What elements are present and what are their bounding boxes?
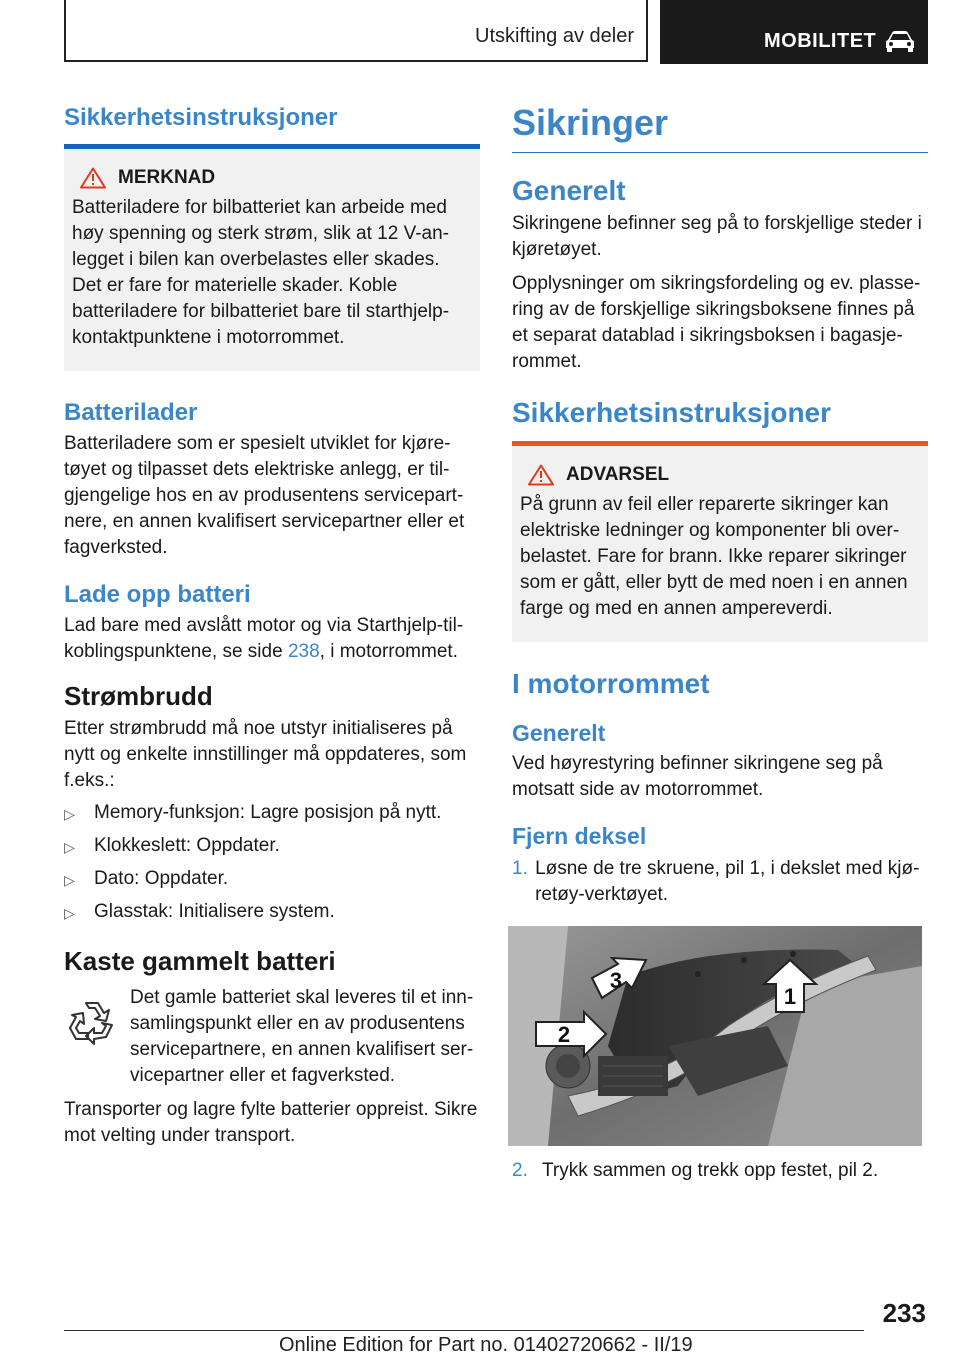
charger-text: Batteriladere som er spesielt utviklet for kjøretøyet og tilpasset dets elektriske anlegg, er tilgjengelige hos en av produsentens servicepartnere, en annen kvalifisert servicepartner eller et fagverksted. [64,433,465,558]
title-rule [512,152,928,153]
arrow-label-3: 3 [609,968,623,993]
list-item [64,899,480,926]
warning-triangle-icon [528,464,554,486]
fuse-safety-heading: Sikkerhetsinstruksjoner [512,397,832,428]
outage-list [64,800,480,926]
left-column [64,100,480,1149]
dispose-heading: Kaste gammelt batteri [64,946,336,976]
fuses-title: Sikringer [512,102,669,143]
header-chapter-box [660,0,928,64]
step-text: Løsne de tre skruene, pil 1, i dekslet med kjøretøy-verktøyet. [535,858,920,905]
notice-text: Batteriladere for bilbatteriet kan arbeide med høy spenning og sterk strøm, slik at 12 V-anlegget i bilen kan overbelastes eller skades. Det er fare for materielle skader. Koble batteriladere for bilbatteriet bare til starthjelp-kontaktpunktene i motorrommet. [72,197,450,348]
general-text-2: Opplysninger om sikringsfordeling og ev. plassering av de forskjellige sikringsboksene finnes på et separat datablad i sikringsboksen i bagasjerommet. [512,273,921,372]
battery-safety-heading: Sikkerhetsinstruksjoner [64,104,338,131]
arrow-label-2: 2 [557,1022,571,1047]
footer-rule [64,1330,864,1331]
right-column [512,100,928,1184]
step-item [512,1158,928,1184]
charge-text-before: Lad bare med avslått motor og via Starthjelp-tilkoblingspunktene, se side [64,615,464,662]
charge-heading: Lade opp batteri [64,581,251,608]
page-header [64,0,928,64]
dispose-block [64,985,480,1089]
header-chapter-title: MOBILITET [764,30,877,52]
header-section-box [64,0,648,62]
recycle-icon [64,995,120,1051]
charger-heading: Batterilader [64,399,198,426]
step-text: Trykk sammen og trekk opp festet, pil 2. [542,1160,879,1181]
charge-text [64,613,480,665]
list-item-text: Memory-funksjon: Lagre posisjon på nytt. [94,802,442,823]
step-number: 2. [512,1160,528,1181]
list-item-text: Dato: Oppdater. [94,868,229,889]
list-item [64,833,480,860]
triangle-bullet-icon: ▷ [64,905,75,921]
engine-bay-photo [508,926,922,1146]
step-number: 1. [512,858,528,879]
general-heading: Generelt [512,175,626,206]
step-item [512,856,928,908]
header-section-title: Utskifting av deler [475,25,634,47]
warning-title [528,464,920,486]
list-item [64,800,480,827]
engine-bay-illustration [508,926,922,1146]
notice-box [64,149,480,371]
remove-cover-heading: Fjern deksel [512,823,647,849]
dispose-text-2: Transporter og lagre fylte batterier oppreist. Sikre mot velting under transport. [64,1099,478,1146]
engine-general-heading: Generelt [512,720,606,746]
dispose-text: Det gamle batteriet skal leveres til et innsamlingspunkt eller en av produsentens servicepartnere, en annen kvalifisert servicepartner eller et fagverksted. [130,987,474,1086]
warning-label: ADVARSEL [566,464,670,485]
outage-heading: Strømbrudd [64,681,213,711]
triangle-bullet-icon: ▷ [64,872,75,888]
warning-box [512,446,928,642]
outage-text: Etter strømbrudd må noe utstyr initialiseres på nytt og enkelte innstillinger må oppdateres, som f.eks.: [64,718,467,791]
triangle-bullet-icon: ▷ [64,806,75,822]
list-item-text: Klokkeslett: Oppdater. [94,835,280,856]
footer-edition: Online Edition for Part no. 01402720662 - II/19 [279,1334,693,1356]
notice-label: MERKNAD [118,167,216,188]
car-icon [884,30,916,52]
general-text-1: Sikringene befinner seg på to forskjellige steder i kjøretøyet. [512,213,922,260]
engine-general-text: Ved høyrestyring befinner sikringene seg på motsatt side av motorrommet. [512,753,883,800]
engine-heading: I motorrommet [512,668,710,699]
list-item-text: Glasstak: Initialisere system. [94,901,335,922]
page-link-238[interactable]: 238 [287,641,320,662]
arrow-label-1: 1 [783,984,797,1009]
notice-title [80,167,472,189]
triangle-bullet-icon: ▷ [64,839,75,855]
warning-triangle-icon [80,167,106,189]
warning-text: På grunn av feil eller reparerte sikringer kan elektriske ledninger og komponenter bli overbelastet. Fare for brann. Ikke reparer sikringer som er gått, eller bytt de med noen i en annen farge og med en annen ampereverdi. [520,494,908,619]
page-number: 233 [882,1298,926,1328]
list-item [64,866,480,893]
charge-text-after: , i motorrommet. [319,641,458,662]
